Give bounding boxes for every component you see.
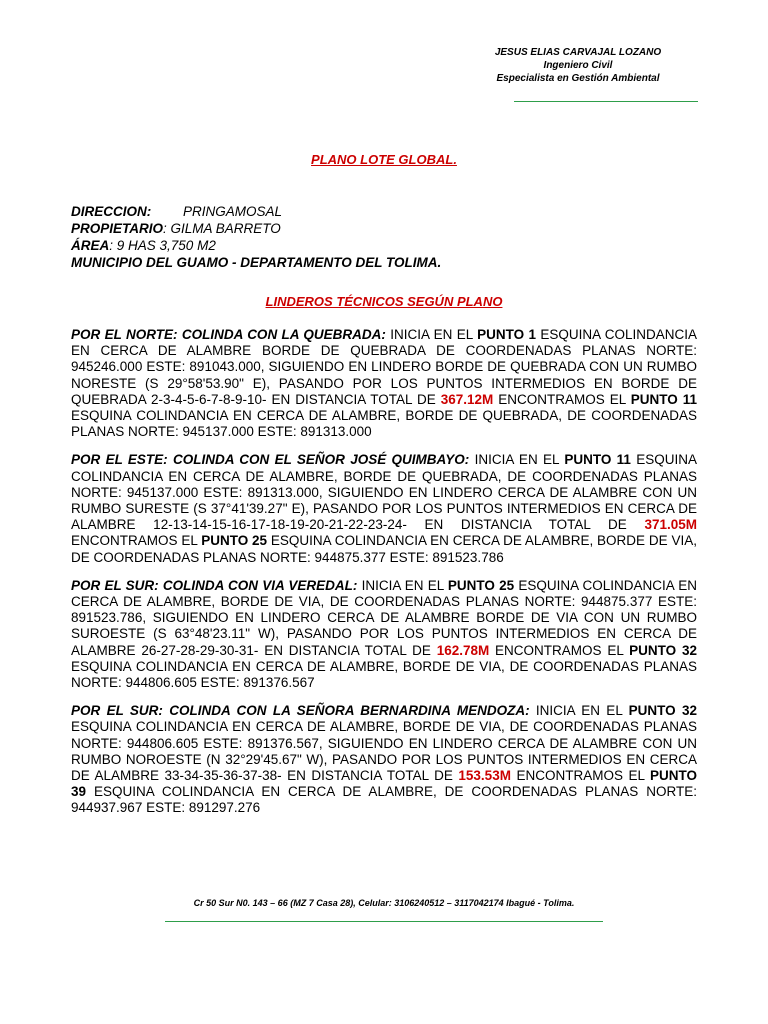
boundary-sur-via xyxy=(71,578,697,691)
point-label: PUNTO 32 xyxy=(629,642,697,658)
boundary-text: INICIA EN EL xyxy=(357,577,448,593)
engineer-profession: Ingeniero Civil xyxy=(543,60,613,71)
point-label: PUNTO 1 xyxy=(477,327,536,342)
point-label: PUNTO 32 xyxy=(628,703,698,719)
document-title: PLANO LOTE GLOBAL. xyxy=(311,152,457,167)
boundary-lead: POR EL SUR: COLINDA CON VIA VEREDAL: xyxy=(71,577,358,593)
property-info xyxy=(71,203,441,271)
header-divider xyxy=(514,101,698,102)
boundary-text: ENCONTRAMOS EL xyxy=(489,642,630,658)
boundary-norte xyxy=(71,327,697,440)
distance-value: 153.53M xyxy=(458,768,511,784)
boundary-text: INICIA EN EL xyxy=(469,452,565,468)
boundary-text: INICIA EN EL xyxy=(529,703,629,719)
point-label: PUNTO 25 xyxy=(447,577,515,593)
boundary-lead: POR EL ESTE: COLINDA CON EL SEÑOR JOSÉ QUIMBAYO: xyxy=(71,452,470,468)
boundary-este xyxy=(71,452,697,565)
footer-divider xyxy=(165,921,603,922)
engineer-name: JESUS ELIAS CARVAJAL LOZANO xyxy=(494,47,662,58)
point-label: PUNTO 25 xyxy=(201,533,268,549)
boundary-lead: POR EL SUR: COLINDA CON LA SEÑORA BERNARDINA MENDOZA: xyxy=(71,703,530,719)
boundaries-section xyxy=(71,327,697,829)
municipio-line: MUNICIPIO DEL GUAMO - DEPARTAMENTO DEL TOLIMA. xyxy=(71,255,442,270)
boundary-lead: POR EL NORTE: COLINDA CON LA QUEBRADA: xyxy=(71,327,386,342)
area-value: : 9 HAS 3,750 M2 xyxy=(109,238,216,253)
boundary-text: ESQUINA COLINDANCIA EN CERCA DE ALAMBRE, BORDE DE VIA, DE COORDENADAS PLANAS NORTE: 944875.377 ESTE: 891523.786 xyxy=(71,533,697,565)
propietario-label: PROPIETARIO xyxy=(71,221,164,236)
boundary-sur-mendoza xyxy=(71,703,697,816)
direccion-label: DIRECCION: xyxy=(71,204,152,219)
boundary-text: INICIA EN EL xyxy=(385,327,478,342)
direccion-value: PRINGAMOSAL xyxy=(183,204,283,219)
distance-value: 162.78M xyxy=(436,642,490,658)
boundary-text: ENCONTRAMOS EL xyxy=(493,391,631,407)
propietario-row xyxy=(71,220,441,237)
boundary-text: ESQUINA COLINDANCIA EN CERCA DE ALAMBRE, BORDE DE VIA, DE COORDENADAS PLANAS NORTE: 944806.605 ESTE: 891376.567, SIGUIENDO EN LINDERO CERCA DE ALAMBRE CON UN RUMBO NOROESTE (N 32°29'45.67" W), PASANDO POR LOS PUNTOS INTERMEDIOS EN CERCA DE ALAMBRE 33-34-35-36-37-38- EN DISTANCIA TOTAL DE xyxy=(71,719,697,784)
letterhead xyxy=(458,46,698,85)
distance-value: 367.12M xyxy=(440,391,494,407)
area-row xyxy=(71,237,441,254)
propietario-value: : GILMA BARRETO xyxy=(163,221,281,236)
boundary-text: ENCONTRAMOS EL xyxy=(510,768,650,784)
footer-address: Cr 50 Sur N0. 143 – 66 (MZ 7 Casa 28), Celular: 3106240512 – 3117042174 Ibagué - Tolima. xyxy=(193,898,575,908)
point-label: PUNTO 11 xyxy=(564,452,631,468)
area-label: ÁREA xyxy=(71,238,110,253)
boundary-text: ESQUINA COLINDANCIA EN CERCA DE ALAMBRE, BORDE DE VIA, DE COORDENADAS PLANAS NORTE: 944806.605 ESTE: 891376.567 xyxy=(71,658,697,691)
point-label: PUNTO 39 xyxy=(71,768,697,800)
boundary-text: ESQUINA COLINDANCIA EN CERCA DE ALAMBRE, BORDE DE QUEBRADA, DE COORDENADAS PLANAS NORTE: 945137.000 ESTE: 891313.000 xyxy=(71,408,697,440)
direccion-row xyxy=(71,203,441,220)
boundary-text: ENCONTRAMOS EL xyxy=(71,533,202,549)
boundary-text: ESQUINA COLINDANCIA EN CERCA DE ALAMBRE BORDE DE QUEBRADA DE COORDENADAS PLANAS NORTE: 945246.000 ESTE: 891043.000, SIGUIENDO EN LINDERO BORDE DE QUEBRADA CON UN RUMBO NORESTE (S 29°58'53.90" E), PASANDO POR LOS PUNTOS INTERMEDIOS EN BORDE DE QUEBRADA 2-3-4-5-6-7-8-9-10- EN DISTANCIA TOTAL DE xyxy=(71,327,697,407)
point-label: PUNTO 11 xyxy=(630,391,697,407)
section-title: LINDEROS TÉCNICOS SEGÚN PLANO xyxy=(265,294,503,309)
distance-value: 371.05M xyxy=(644,517,697,533)
boundary-text: ESQUINA COLINDANCIA EN CERCA DE ALAMBRE, DE COORDENADAS PLANAS NORTE: 944937.967 ESTE: 891297.276 xyxy=(71,784,697,816)
engineer-specialty: Especialista en Gestión Ambiental xyxy=(496,73,660,84)
boundary-text: ESQUINA COLINDANCIA EN CERCA DE ALAMBRE, BORDE DE QUEBRADA, DE COORDENADAS PLANAS NORTE: 945137.000 ESTE: 891313.000, SIGUIENDO EN LINDERO CERCA DE ALAMBRE CON UN RUMBO SURESTE (S 37°41'39.27" E), PASANDO POR LOS PUNTOS INTERMEDIOS EN CERCA DE ALAMBRE 12-13-14-15-16-17-18-19-20-21-22-23-24- EN DISTANCIA TOTAL DE xyxy=(71,452,697,533)
boundary-text: ESQUINA COLINDANCIA EN CERCA DE ALAMBRE, BORDE DE VIA, DE COORDENADAS PLANAS NORTE: 944875.377 ESTE: 891523.786, SIGUIENDO EN LINDERO CERCA DE ALAMBRE BORDE DE VIA CON UN RUMBO SUROESTE (S 63°48'23.11" W), PASANDO POR LOS PUNTOS INTERMEDIOS EN CERCA DE ALAMBRE 26-27-28-29-30-31- EN DISTANCIA TOTAL DE xyxy=(71,577,697,658)
